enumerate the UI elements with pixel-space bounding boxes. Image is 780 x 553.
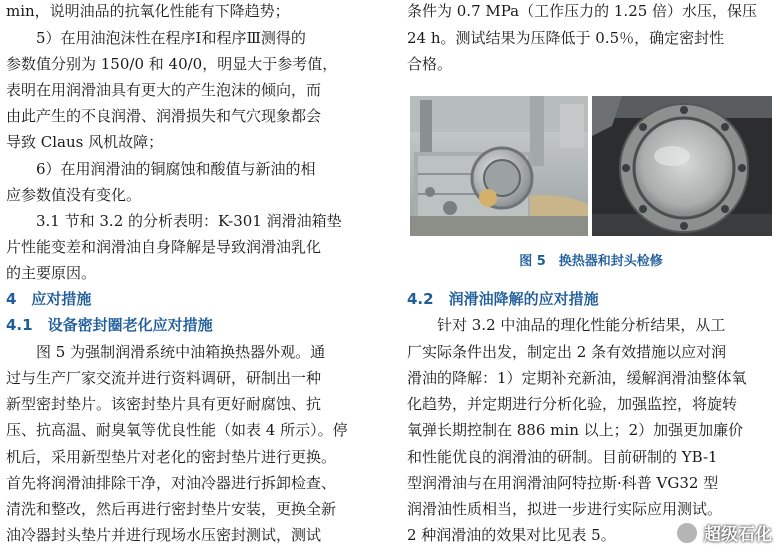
body-line: 新型密封垫片。该密封垫片具有更好耐腐蚀、抗	[6, 395, 322, 413]
body-line: 导致 Claus 风机故障；	[6, 133, 164, 151]
body-line: 5）在用油泡沫性在程序Ⅰ和程序Ⅲ测得的	[6, 29, 306, 47]
body-line: 氧弹长期控制在 886 min 以上；2）加强更加廉价	[407, 421, 744, 439]
body-line: 厂实际条件出发，制定出 2 条有效措施以应对润	[407, 343, 727, 361]
section-heading-4-2: 4.2 润滑油降解的应对措施	[407, 290, 599, 308]
watermark-text: 超级石化	[704, 525, 772, 545]
body-line: 和性能优良的润滑油的研制。目前研制的 YB-1	[407, 448, 718, 466]
body-line: 表明在用润滑油具有更大的产生泡沫的倾向，而	[6, 81, 322, 99]
body-line: 24 h。测试结果为压降低于 0.5％，确定密封性	[407, 29, 725, 47]
body-line: 压、抗高温、耐臭氧等优良性能（如表 4 所示）。停	[6, 421, 348, 439]
figure-photo-heat-exchanger	[410, 96, 588, 236]
body-line: 2 种润滑油的效果对比见表 5。	[407, 526, 616, 544]
body-line: 清洗和整改，然后再进行密封垫片安装，更换全新	[6, 500, 337, 518]
body-line: 过与生产厂家交流并进行资料调研，研制出一种	[6, 369, 322, 387]
body-line: 合格。	[407, 55, 453, 73]
figure-caption: 图 5 换热器和封头检修	[519, 254, 663, 269]
body-line: min，说明油品的抗氧化性能有下降趋势；	[6, 2, 290, 20]
figure-photo-head-flange	[592, 96, 772, 236]
body-line: 机后，采用新型垫片对老化的密封垫片进行更换。	[6, 448, 337, 466]
body-line: 条件为 0.7 MPa（工作压力的 1.25 倍）水压，保压	[407, 2, 758, 20]
body-line: 滑油的降解：1）定期补充新油，缓解润滑油整体氧	[407, 369, 747, 387]
watermark	[676, 520, 772, 545]
body-line: 3.1 节和 3.2 的分析表明：K-301 润滑油箱垫	[6, 212, 342, 230]
body-line: 片性能变差和润滑油自身降解是导致润滑油乳化	[6, 238, 322, 256]
section-heading-4-1: 4.1 设备密封圈老化应对措施	[6, 316, 213, 334]
body-line: 化趋势，并定期进行分析化验，加强监控，将旋转	[407, 395, 738, 413]
section-heading-4: 4 应对措施	[6, 290, 92, 308]
body-line: 图 5 为强制润滑系统中油箱换热器外观。通	[6, 343, 326, 361]
body-line: 润滑油性质相当，拟进一步进行实际应用测试。	[407, 500, 723, 518]
body-line: 针对 3.2 中油品的理化性能分析结果，从工	[407, 316, 726, 334]
body-line: 应参数值没有变化。	[6, 186, 142, 204]
body-line: 的主要原因。	[6, 264, 97, 282]
body-line: 首先将润滑油排除干净，对油冷器进行拆卸检查、	[6, 474, 337, 492]
body-line: 由此产生的不良润滑、润滑损失和气穴现象都会	[6, 107, 322, 125]
body-line: 型润滑油与在用润滑油阿特拉斯·科普 VG32 型	[407, 474, 719, 492]
body-line: 参数值分别为 150/0 和 40/0，明显大于参考值，	[6, 55, 338, 73]
body-line: 油冷器封头垫片并进行现场水压密封测试，测试	[6, 526, 322, 544]
wechat-icon	[676, 522, 698, 544]
body-line: 6）在用润滑油的铜腐蚀和酸值与新油的相	[6, 160, 316, 178]
